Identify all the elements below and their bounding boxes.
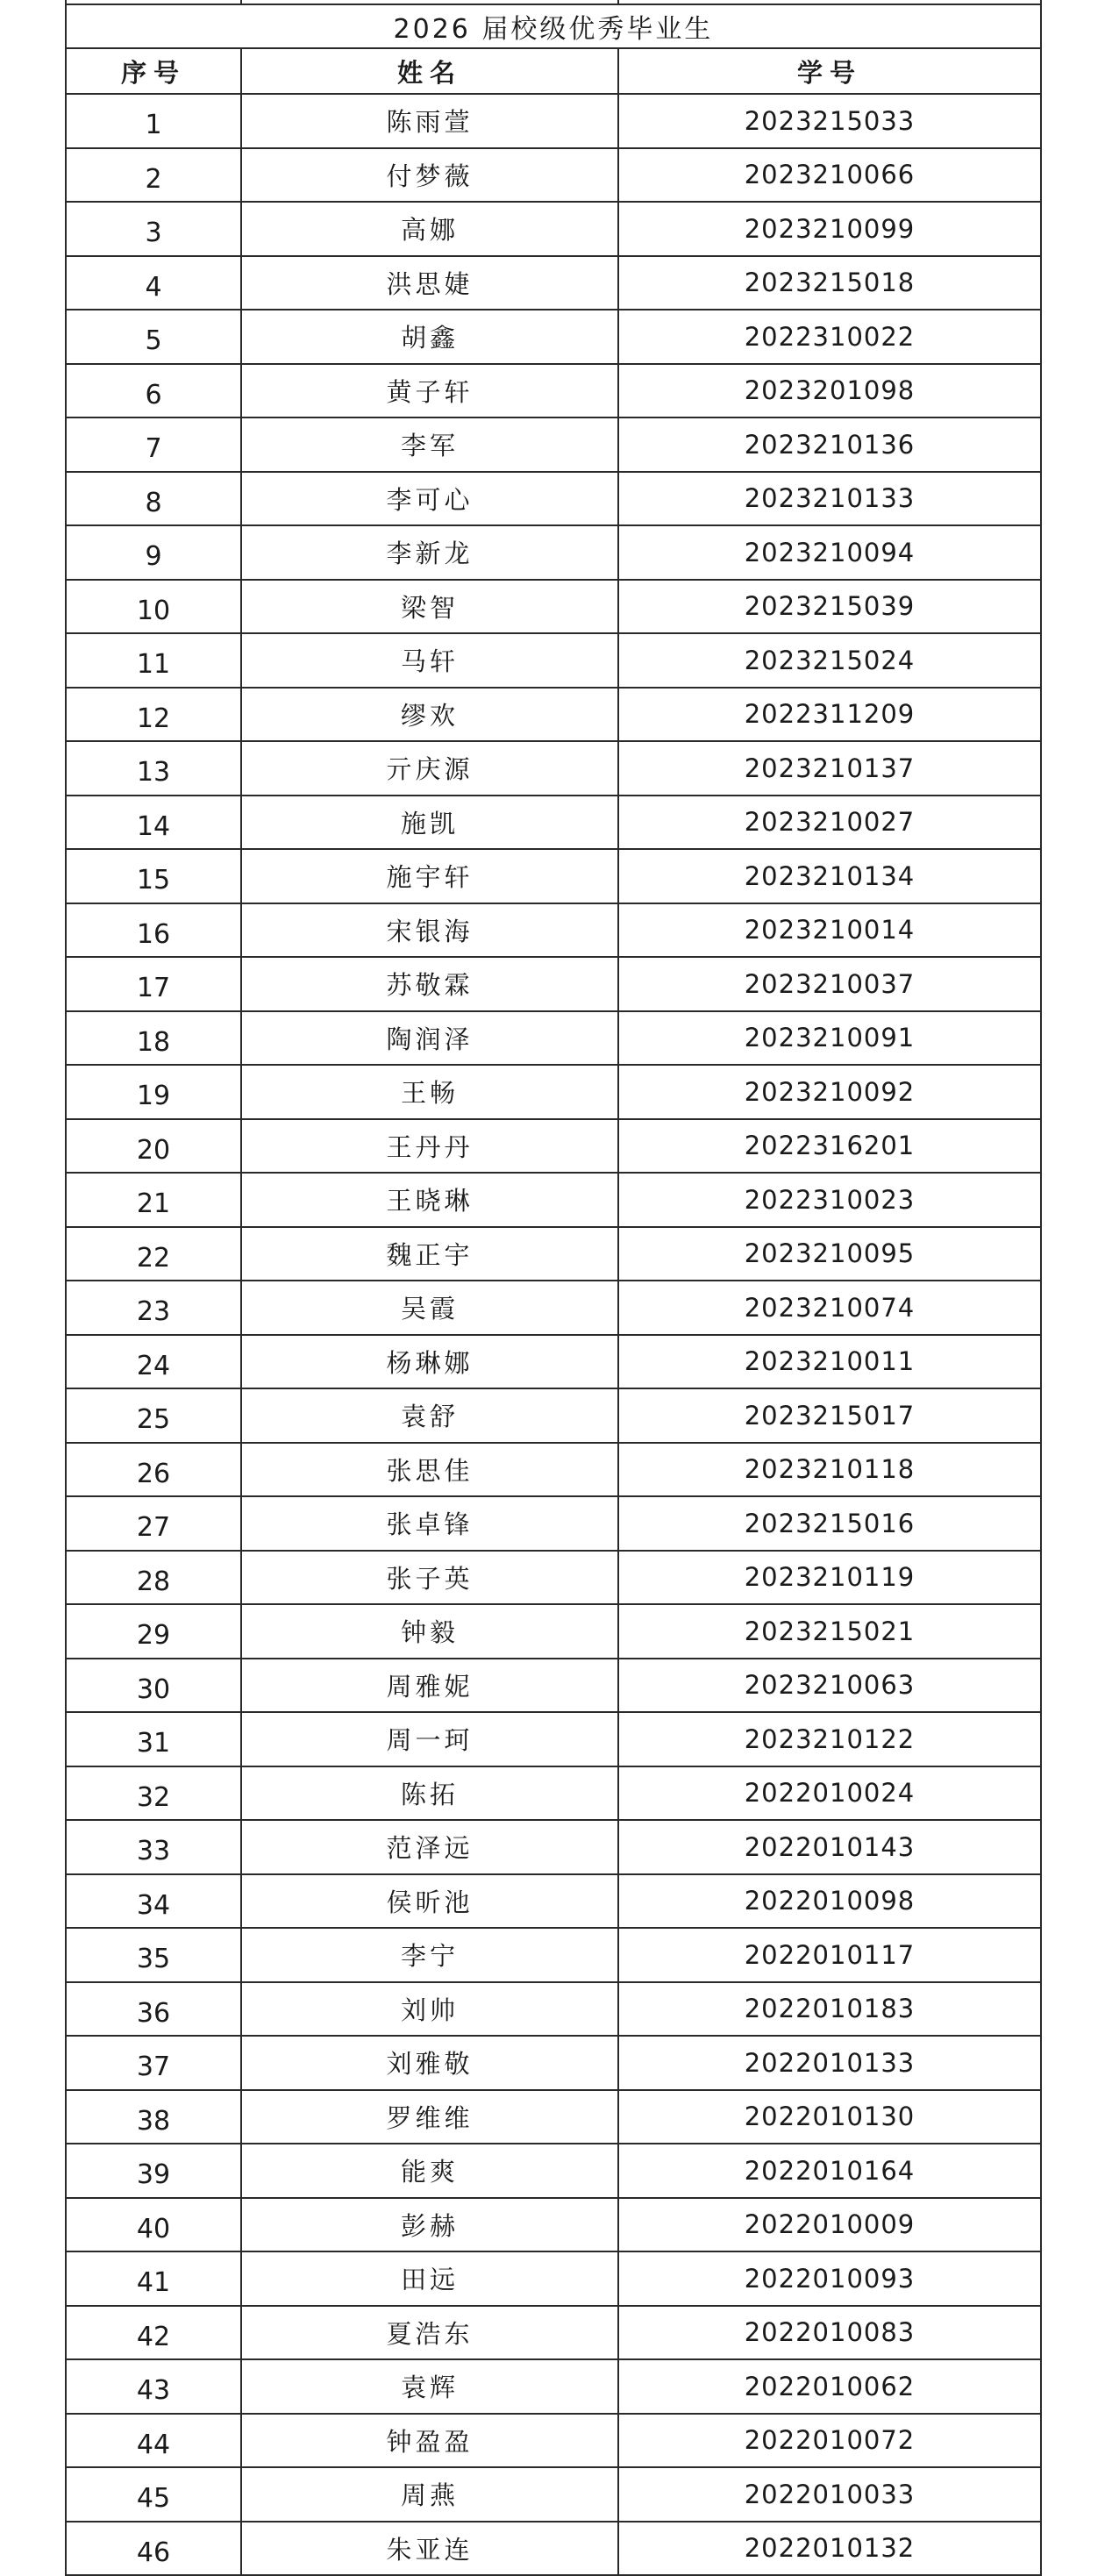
student-id-cell: 2023210137 [618, 741, 1041, 796]
student-name-cell: 周一珂 [241, 1712, 618, 1766]
student-name-cell: 周雅妮 [241, 1659, 618, 1713]
row-number-cell: 31 [66, 1712, 241, 1766]
student-name-cell: 王畅 [241, 1065, 618, 1119]
table-row [66, 1820, 1041, 1874]
student-name-cell: 李军 [241, 417, 618, 472]
student-name-cell: 钟盈盈 [241, 2414, 618, 2468]
student-id-cell: 2023210011 [618, 1335, 1041, 1389]
student-id-cell: 2023201098 [618, 364, 1041, 418]
row-number-cell: 44 [66, 2414, 241, 2468]
table-row [66, 2359, 1041, 2414]
table-row [66, 580, 1041, 634]
table-row [66, 94, 1041, 148]
table-row [66, 2522, 1041, 2576]
table-row [66, 525, 1041, 580]
row-number-cell: 45 [66, 2467, 241, 2522]
column-header-no: 序号 [66, 48, 241, 94]
row-number-cell: 32 [66, 1766, 241, 1821]
student-id-cell: 2023210066 [618, 148, 1041, 203]
student-name-cell: 李可心 [241, 472, 618, 526]
table-row [66, 1227, 1041, 1281]
student-name-cell: 吴霞 [241, 1281, 618, 1335]
table-row [66, 633, 1041, 688]
row-number-cell: 2 [66, 148, 241, 203]
student-id-cell: 2023210095 [618, 1227, 1041, 1281]
student-id-cell: 2023210134 [618, 849, 1041, 903]
table-row [66, 1604, 1041, 1659]
student-id-cell: 2023210099 [618, 202, 1041, 256]
column-header-id: 学号 [618, 48, 1041, 94]
graduates-table [65, 0, 1042, 2576]
student-id-cell: 2023210094 [618, 525, 1041, 580]
student-name-cell: 刘帅 [241, 1982, 618, 2037]
row-number-cell: 33 [66, 1820, 241, 1874]
row-number-cell: 43 [66, 2359, 241, 2414]
student-id-cell: 2023210074 [618, 1281, 1041, 1335]
student-id-cell: 2022010183 [618, 1982, 1041, 2037]
student-name-cell: 范泽远 [241, 1820, 618, 1874]
student-name-cell: 苏敬霖 [241, 957, 618, 1011]
student-name-cell: 施宇轩 [241, 849, 618, 903]
row-number-cell: 21 [66, 1173, 241, 1227]
student-name-cell: 杨琳娜 [241, 1335, 618, 1389]
student-name-cell: 钟毅 [241, 1604, 618, 1659]
table-row [66, 202, 1041, 256]
table-row [66, 1659, 1041, 1713]
row-number-cell: 40 [66, 2198, 241, 2252]
student-name-cell: 王晓琳 [241, 1173, 618, 1227]
student-name-cell: 洪思婕 [241, 256, 618, 310]
table-row [66, 2036, 1041, 2090]
student-id-cell: 2022010117 [618, 1928, 1041, 1982]
student-name-cell: 夏浩东 [241, 2306, 618, 2360]
student-name-cell: 李宁 [241, 1928, 618, 1982]
row-number-cell: 1 [66, 94, 241, 148]
student-id-cell: 2022010083 [618, 2306, 1041, 2360]
student-id-cell: 2023210136 [618, 417, 1041, 472]
row-number-cell: 46 [66, 2522, 241, 2576]
student-id-cell: 2022010164 [618, 2144, 1041, 2198]
row-number-cell: 4 [66, 256, 241, 310]
row-number-cell: 35 [66, 1928, 241, 1982]
student-id-cell: 2022010133 [618, 2036, 1041, 2090]
table-row [66, 1011, 1041, 1066]
row-number-cell: 5 [66, 310, 241, 364]
student-id-cell: 2023215016 [618, 1496, 1041, 1551]
row-number-cell: 17 [66, 957, 241, 1011]
row-number-cell: 11 [66, 633, 241, 688]
student-name-cell: 王丹丹 [241, 1119, 618, 1174]
student-id-cell: 2022310022 [618, 310, 1041, 364]
table-row [66, 1443, 1041, 1497]
table-row [66, 472, 1041, 526]
row-number-cell: 19 [66, 1065, 241, 1119]
student-id-cell: 2023215033 [618, 94, 1041, 148]
table-title: 2026 届校级优秀毕业生 [66, 4, 1041, 48]
student-id-cell: 2022010009 [618, 2198, 1041, 2252]
table-row [66, 1496, 1041, 1551]
row-number-cell: 42 [66, 2306, 241, 2360]
student-id-cell: 2023215039 [618, 580, 1041, 634]
student-id-cell: 2022010062 [618, 2359, 1041, 2414]
student-id-cell: 2023215017 [618, 1388, 1041, 1443]
row-number-cell: 20 [66, 1119, 241, 1174]
student-name-cell: 李新龙 [241, 525, 618, 580]
student-name-cell: 施凯 [241, 796, 618, 850]
student-id-cell: 2022010093 [618, 2251, 1041, 2306]
table-row [66, 2306, 1041, 2360]
table-row [66, 1388, 1041, 1443]
student-id-cell: 2023210027 [618, 796, 1041, 850]
row-number-cell: 10 [66, 580, 241, 634]
student-name-cell: 缪欢 [241, 688, 618, 742]
student-name-cell: 袁辉 [241, 2359, 618, 2414]
student-name-cell: 袁舒 [241, 1388, 618, 1443]
student-name-cell: 侯昕池 [241, 1874, 618, 1929]
student-id-cell: 2022310023 [618, 1173, 1041, 1227]
row-number-cell: 22 [66, 1227, 241, 1281]
student-id-cell: 2023210014 [618, 903, 1041, 958]
student-name-cell: 陈雨萱 [241, 94, 618, 148]
row-number-cell: 39 [66, 2144, 241, 2198]
column-header-name: 姓名 [241, 48, 618, 94]
row-number-cell: 26 [66, 1443, 241, 1497]
row-number-cell: 8 [66, 472, 241, 526]
row-number-cell: 9 [66, 525, 241, 580]
student-name-cell: 罗维维 [241, 2090, 618, 2144]
table-row [66, 2198, 1041, 2252]
row-number-cell: 37 [66, 2036, 241, 2090]
row-number-cell: 34 [66, 1874, 241, 1929]
student-name-cell: 陈拓 [241, 1766, 618, 1821]
student-name-cell: 魏正宇 [241, 1227, 618, 1281]
student-id-cell: 2023210092 [618, 1065, 1041, 1119]
student-id-cell: 2023210133 [618, 472, 1041, 526]
row-number-cell: 29 [66, 1604, 241, 1659]
student-name-cell: 张子英 [241, 1551, 618, 1605]
table-row [66, 1065, 1041, 1119]
student-name-cell: 周燕 [241, 2467, 618, 2522]
student-id-cell: 2022010143 [618, 1820, 1041, 1874]
row-number-cell: 7 [66, 417, 241, 472]
table-row [66, 1335, 1041, 1389]
table-row [66, 1551, 1041, 1605]
row-number-cell: 28 [66, 1551, 241, 1605]
student-id-cell: 2023210118 [618, 1443, 1041, 1497]
student-id-cell: 2023215024 [618, 633, 1041, 688]
table-row [66, 1874, 1041, 1929]
table-row [66, 2414, 1041, 2468]
table-row [66, 2144, 1041, 2198]
student-name-cell: 高娜 [241, 202, 618, 256]
student-id-cell: 2022010132 [618, 2522, 1041, 2576]
table-row [66, 2467, 1041, 2522]
student-name-cell: 黄子轩 [241, 364, 618, 418]
row-number-cell: 38 [66, 2090, 241, 2144]
row-number-cell: 15 [66, 849, 241, 903]
student-id-cell: 2023215021 [618, 1604, 1041, 1659]
table-row [66, 2251, 1041, 2306]
table-row [66, 417, 1041, 472]
student-id-cell: 2023210091 [618, 1011, 1041, 1066]
student-name-cell: 梁智 [241, 580, 618, 634]
row-number-cell: 30 [66, 1659, 241, 1713]
table-row [66, 1766, 1041, 1821]
table-row [66, 741, 1041, 796]
student-name-cell: 刘雅敬 [241, 2036, 618, 2090]
table-row [66, 957, 1041, 1011]
student-id-cell: 2022311209 [618, 688, 1041, 742]
row-number-cell: 36 [66, 1982, 241, 2037]
student-id-cell: 2023210037 [618, 957, 1041, 1011]
table-row [66, 796, 1041, 850]
student-name-cell: 宋银海 [241, 903, 618, 958]
student-id-cell: 2023210063 [618, 1659, 1041, 1713]
student-id-cell: 2023215018 [618, 256, 1041, 310]
student-name-cell: 付梦薇 [241, 148, 618, 203]
spreadsheet-page [65, 0, 1040, 2568]
student-id-cell: 2022010033 [618, 2467, 1041, 2522]
student-id-cell: 2022010098 [618, 1874, 1041, 1929]
row-number-cell: 27 [66, 1496, 241, 1551]
student-name-cell: 能爽 [241, 2144, 618, 2198]
student-name-cell: 陶润泽 [241, 1011, 618, 1066]
student-name-cell: 朱亚连 [241, 2522, 618, 2576]
header-row [66, 48, 1041, 94]
row-number-cell: 12 [66, 688, 241, 742]
student-name-cell: 张卓锋 [241, 1496, 618, 1551]
table-row [66, 1281, 1041, 1335]
student-id-cell: 2022010130 [618, 2090, 1041, 2144]
table-row [66, 903, 1041, 958]
row-number-cell: 6 [66, 364, 241, 418]
row-number-cell: 18 [66, 1011, 241, 1066]
table-row [66, 310, 1041, 364]
table-row [66, 688, 1041, 742]
student-name-cell: 田远 [241, 2251, 618, 2306]
student-name-cell: 彭赫 [241, 2198, 618, 2252]
row-number-cell: 13 [66, 741, 241, 796]
table-row [66, 1173, 1041, 1227]
student-id-cell: 2022010072 [618, 2414, 1041, 2468]
row-number-cell: 3 [66, 202, 241, 256]
table-row [66, 1119, 1041, 1174]
student-name-cell: 胡鑫 [241, 310, 618, 364]
student-name-cell: 亓庆源 [241, 741, 618, 796]
student-id-cell: 2023210122 [618, 1712, 1041, 1766]
title-row [66, 4, 1041, 48]
row-number-cell: 16 [66, 903, 241, 958]
student-id-cell: 2023210119 [618, 1551, 1041, 1605]
student-name-cell: 马轩 [241, 633, 618, 688]
student-name-cell: 张思佳 [241, 1443, 618, 1497]
row-number-cell: 14 [66, 796, 241, 850]
table-row [66, 148, 1041, 203]
table-row [66, 2090, 1041, 2144]
table-row [66, 1928, 1041, 1982]
row-number-cell: 24 [66, 1335, 241, 1389]
table-row [66, 849, 1041, 903]
row-number-cell: 23 [66, 1281, 241, 1335]
table-row [66, 1982, 1041, 2037]
row-number-cell: 41 [66, 2251, 241, 2306]
table-body [66, 0, 1041, 2575]
row-number-cell: 25 [66, 1388, 241, 1443]
table-row [66, 256, 1041, 310]
student-id-cell: 2022316201 [618, 1119, 1041, 1174]
table-row [66, 1712, 1041, 1766]
student-id-cell: 2022010024 [618, 1766, 1041, 1821]
table-row [66, 364, 1041, 418]
